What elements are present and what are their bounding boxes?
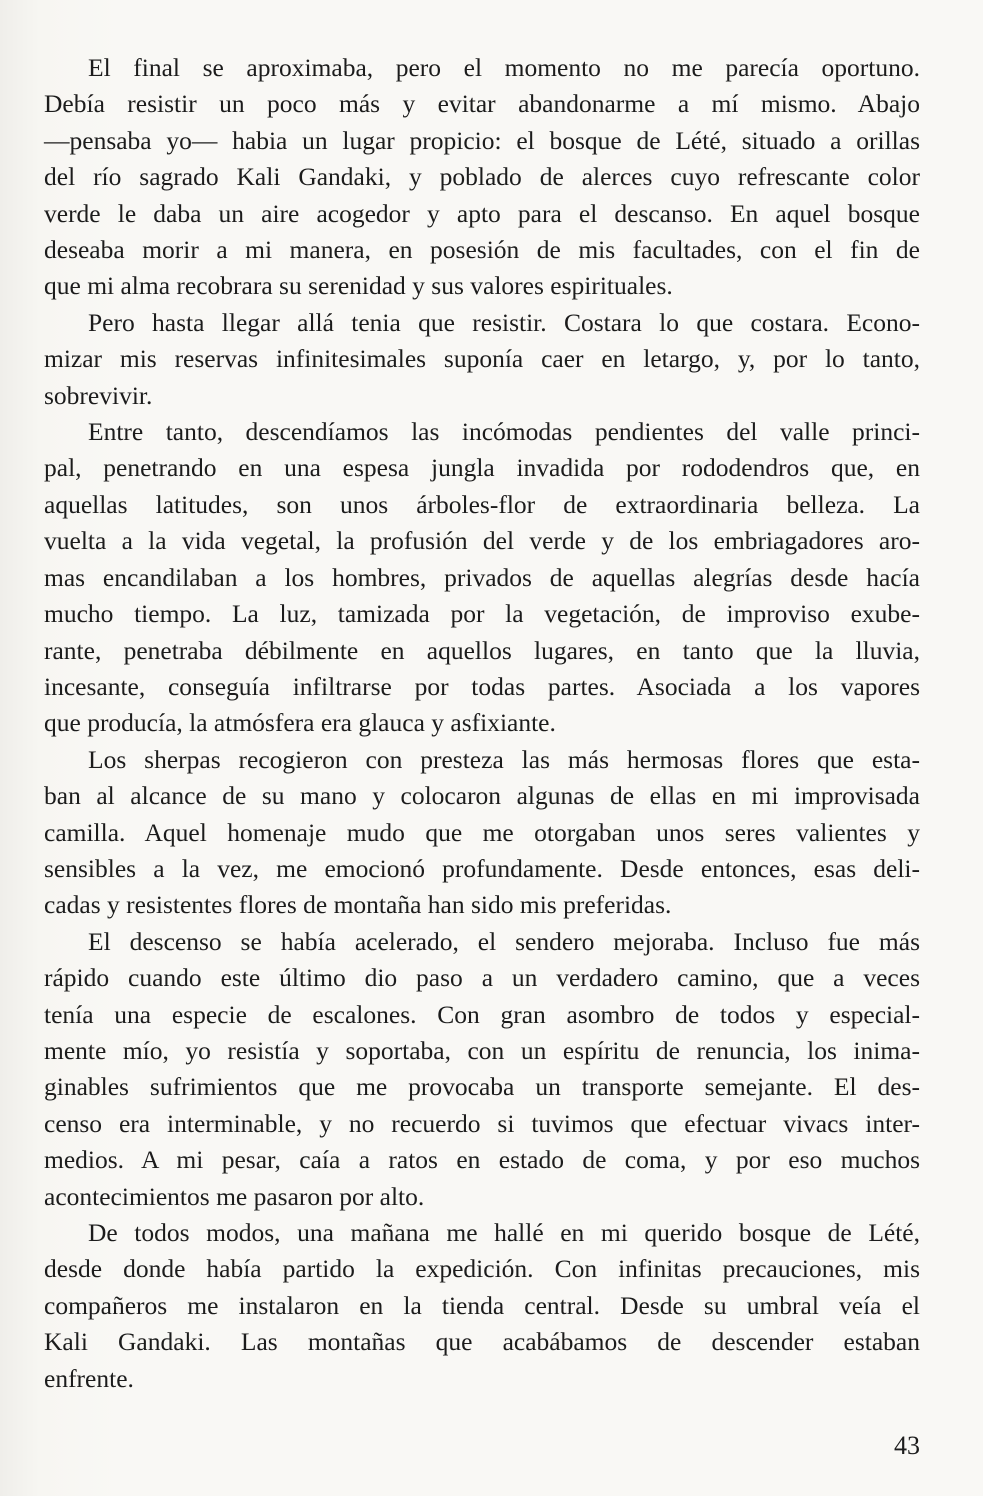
page-number: 43 [894,1431,920,1460]
text-line: desde donde había partido la expedición. Con infinitas precauciones, mis [44,1254,920,1284]
paragraph [44,414,920,742]
text-line: camilla. Aquel homenaje mudo que me otorgaban unos seres valientes y [44,817,920,847]
text-line: Pero hasta llegar allá tenia que resistir. Costara lo que costara. Econo- [88,307,920,337]
text-line: vuelta a la vida vegetal, la profusión del verde y de los embriagadores aro- [44,526,920,556]
text-line: aquellas latitudes, son unos árboles-flor de extraordinaria belleza. La [44,489,920,519]
text-line: deseaba morir a mi manera, en posesión de mis facultades, con el fin de [44,235,920,265]
paragraph [44,305,920,414]
text-line: del río sagrado Kali Gandaki, y poblado de alerces cuyo refrescante color [44,162,920,192]
text-line: El descenso se había acelerado, el sendero mejoraba. Incluso fue más [88,926,920,956]
text-line: verde le daba un aire acogedor y apto para el descanso. En aquel bosque [44,198,920,228]
text-line: incesante, conseguía infiltrarse por todas partes. Asociada a los vapores [44,671,920,701]
text-line: rápido cuando este último dio paso a un verdadero camino, que a veces [44,963,920,993]
body-text [44,50,920,1397]
paragraph [44,50,920,305]
text-line: que producía, la atmósfera era glauca y asfixiante. [44,708,556,738]
text-line: Kali Gandaki. Las montañas que acabábamos de descender estaban [44,1327,920,1357]
text-line: —pensaba yo— habia un lugar propicio: el bosque de Lété, situado a orillas [44,125,920,155]
text-line: mizar mis reservas infinitesimales suponía caer en letargo, y, por lo tanto, [44,344,920,374]
text-line: rante, penetraba débilmente en aquellos lugares, en tanto que la lluvia, [44,635,920,665]
text-line: pal, penetrando en una espesa jungla invadida por rododendros que, en [44,453,920,483]
text-line: enfrente. [44,1363,134,1393]
text-line: mas encandilaban a los hombres, privados de aquellas alegrías desde hacía [44,562,920,592]
text-line: tenía una especie de escalones. Con gran asombro de todos y especial- [44,999,920,1029]
text-line: El final se aproximaba, pero el momento no me parecía oportuno. [88,53,920,82]
text-line: mente mío, yo resistía y soportaba, con un espíritu de renuncia, los inima- [44,1035,920,1065]
text-line: acontecimientos me pasaron por alto. [44,1181,425,1211]
text-line: ginables sufrimientos que me provocaba un transporte semejante. El des- [44,1072,920,1102]
text-line: ban al alcance de su mano y colocaron algunas de ellas en mi improvisada [44,781,920,811]
paragraph [44,924,920,1215]
text-line: Entre tanto, descendíamos las incómodas pendientes del valle princi- [88,417,920,447]
text-line: sensibles a la vez, me emocionó profundamente. Desde entonces, esas deli- [44,853,920,883]
text-line: Debía resistir un poco más y evitar abandonarme a mí mismo. Abajo [44,89,920,119]
text-line: sobrevivir. [44,380,153,410]
paragraph [44,742,920,924]
text-line: medios. A mi pesar, caía a ratos en estado de coma, y por eso muchos [44,1145,920,1175]
text-line: De todos modos, una mañana me hallé en mi querido bosque de Lété, [88,1218,920,1247]
text-line: compañeros me instalaron en la tienda central. Desde su umbral veía el [44,1290,920,1320]
text-line: que mi alma recobrara su serenidad y sus valores espirituales. [44,271,673,301]
text-line: Los sherpas recogieron con presteza las más hermosas flores que esta- [88,744,920,774]
text-line: mucho tiempo. La luz, tamizada por la vegetación, de improviso exube- [44,599,920,629]
paragraph [44,1215,920,1397]
text-line: censo era interminable, y no recuerdo si tuvimos que efectuar vivacs inter- [44,1108,920,1138]
text-line: cadas y resistentes flores de montaña han sido mis preferidas. [44,890,672,920]
